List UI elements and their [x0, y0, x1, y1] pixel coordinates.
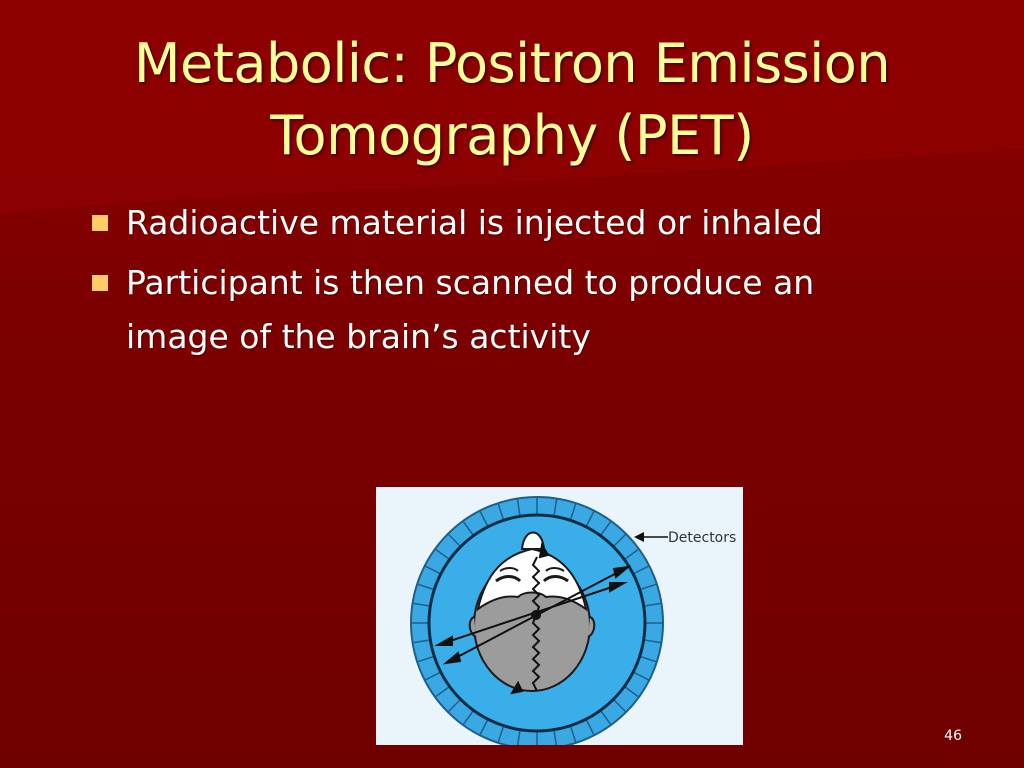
bullet-item — [88, 196, 908, 250]
slide-title: Metabolic: Positron Emission Tomography (PET) — [133, 32, 891, 167]
bullet-item — [88, 256, 908, 364]
bullet-list — [88, 196, 908, 370]
bullet-text: Radioactive material is injected or inhaled — [126, 203, 823, 242]
page-number: 46 — [944, 728, 962, 744]
square-bullet-icon — [92, 215, 108, 231]
square-bullet-icon — [92, 275, 108, 291]
detectors-label: Detectors — [668, 530, 737, 546]
pet-scanner-figure — [376, 487, 743, 745]
pet-diagram — [376, 487, 743, 745]
bullet-text: Participant is then scanned to produce an image of the brain’s activity — [126, 263, 815, 356]
